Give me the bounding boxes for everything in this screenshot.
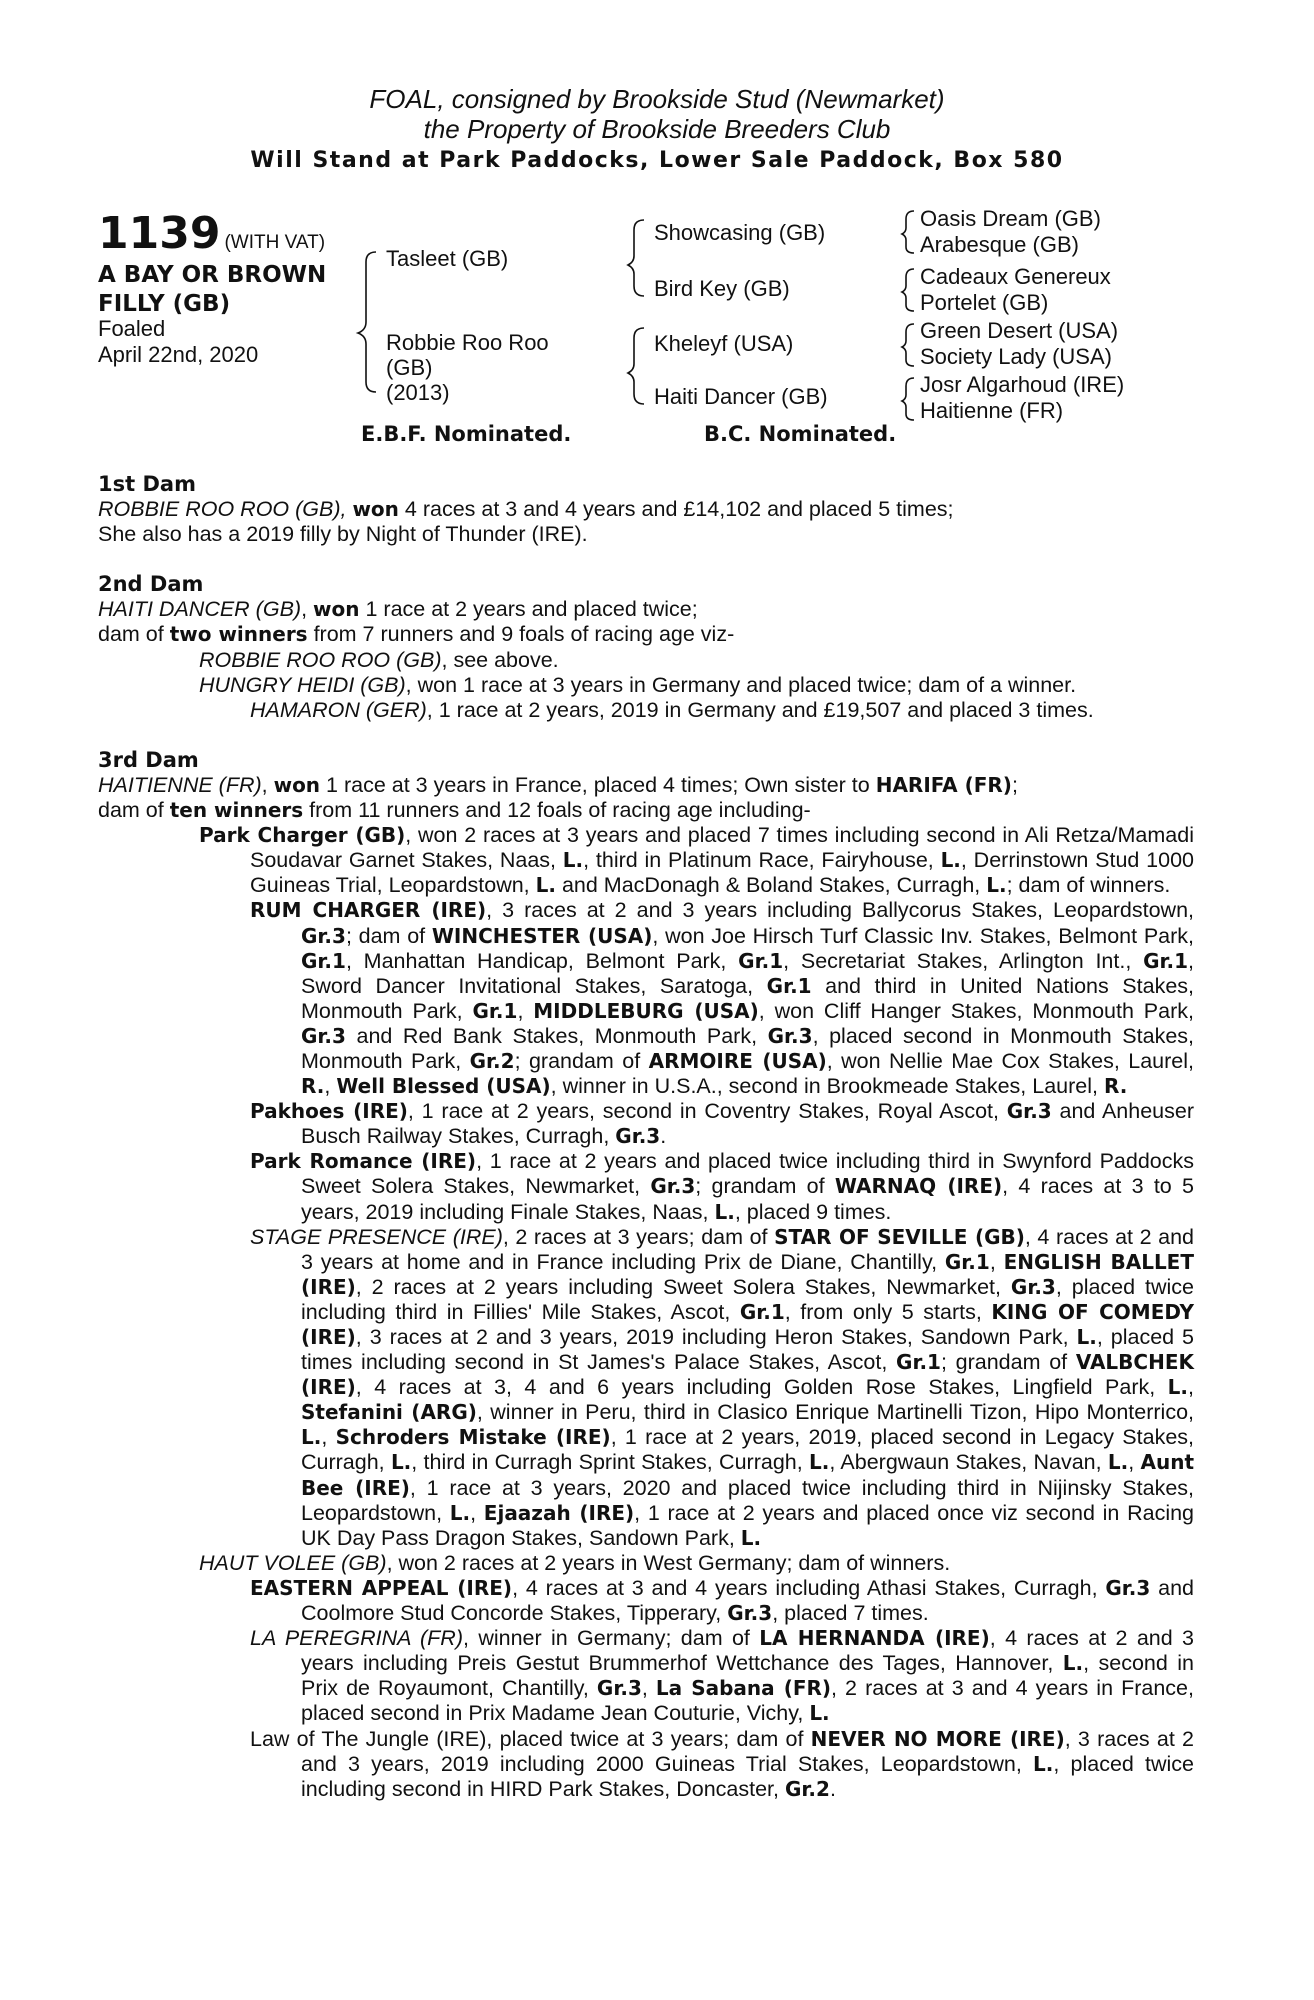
italic-run: HUNGRY HEIDI (GB) [199, 672, 406, 697]
text-run: ; dam of winners. [1006, 873, 1171, 898]
bold-run: ENGLISH BALLET (IRE) [301, 1249, 1194, 1299]
text-run: , third in Platinum Race, Fairyhouse, [583, 848, 941, 873]
text-run: and MacDonagh & Boland Stakes, Curragh, [555, 873, 987, 898]
text-run: , [517, 998, 534, 1023]
pedigree-sire: Tasleet (GB) [386, 246, 509, 271]
bold-run: Park Charger (GB) [199, 823, 406, 848]
text-run: , 1 race at 2 years, 2019, placed second in Legacy Stakes, Curragh, [301, 1425, 1195, 1475]
bold-run: Schroders Mistake (IRE) [335, 1425, 611, 1450]
text-run: , 3 races at 2 and 3 years including Ballycorus Stakes, Leopardstown, [486, 898, 1194, 923]
bold-run: won [273, 772, 321, 797]
bold-run: Gr.1 [896, 1350, 941, 1375]
text-run: , Manhattan Handicap, Belmont Park, [345, 948, 739, 973]
italic-run: HAMARON (GER) [250, 697, 427, 722]
lot-description-line1: A BAY OR BROWN [98, 262, 327, 288]
text-run: dam of [98, 798, 170, 823]
produce-entry [98, 898, 1194, 1099]
text-run: , [321, 1425, 336, 1450]
second-dam-heading: 2nd Dam [98, 572, 204, 597]
text-run: , Sword Dancer Invitational Stakes, Saratoga, [301, 948, 1194, 998]
text-run: , see above. [441, 647, 559, 672]
second-dam-produce [98, 673, 1194, 698]
pedigree-sds: Cadeaux Genereux [920, 264, 1111, 289]
bold-run: L. [940, 848, 961, 873]
text-run: from 7 runners and 9 foals of racing age viz- [307, 622, 735, 647]
catalogue-body [98, 472, 1194, 1827]
text-run: ; dam of [345, 923, 432, 948]
bold-run: L. [809, 1450, 830, 1475]
third-dam-section [98, 748, 1194, 1802]
italic-run: ROBBIE ROO ROO (GB) [98, 497, 341, 522]
bold-run: won [313, 597, 360, 622]
bc-nominated: B.C. Nominated. [704, 422, 897, 446]
text-run: 1 race at 3 years in France, placed 4 times; Own sister to [320, 772, 876, 797]
text-run: She also has a 2019 filly by Night of Thunder (IRE). [98, 522, 588, 547]
produce-entry [98, 1727, 1194, 1802]
text-run: , [261, 772, 274, 797]
second-dam-line [98, 597, 1194, 622]
consignor-line: FOAL, consigned by Brookside Stud (Newmarket) [369, 84, 945, 114]
text-run: , 1 race at 2 years and placed once viz second in Racing UK Day Pass Dragon Stakes, Sandown Park, [301, 1500, 1195, 1550]
text-run: , 2 races at 2 years including Sweet Solera Stakes, Newmarket, [355, 1274, 1011, 1299]
produce-entry [98, 1576, 1194, 1626]
text-run: , placed twice including third in Fillies' Mile Stakes, Ascot, [301, 1274, 1194, 1324]
text-run: , [470, 1500, 484, 1525]
pedigree-ssd: Arabesque (GB) [920, 232, 1079, 257]
bold-run: L. [449, 1500, 471, 1525]
italic-run: HAITIENNE (FR) [98, 772, 262, 797]
bold-run: STAR OF SEVILLE (GB) [774, 1224, 1025, 1249]
italic-run: STAGE PRESENCE (IRE) [250, 1224, 503, 1249]
bold-run: NEVER NO MORE (IRE) [810, 1726, 1065, 1751]
first-dam-line [98, 522, 1194, 547]
second-dam-produce [98, 648, 1194, 673]
second-dam-section [98, 572, 1194, 723]
text-run: , 3 races at 2 and 3 years, 2019 including 2000 Guineas Trial Stakes, Leopardstown, [301, 1726, 1194, 1776]
bold-run: L. [986, 873, 1007, 898]
text-run: , 1 race at 3 years, 2020 and placed twice including third in Nijinsky Stakes, Leopardstown, [301, 1475, 1194, 1525]
text-run: , [301, 597, 314, 622]
text-run: , 4 races at 2 and 3 years at home and in France including Prix de Diane, Chantilly, [301, 1224, 1194, 1274]
text-run: , [641, 1676, 656, 1701]
text-run: , Derrinstown Stud 1000 Guineas Trial, Leopardstown, [250, 848, 1195, 898]
bold-run: ten winners [169, 798, 304, 823]
text-run: , won 2 races at 2 years in West Germany; dam of winners. [386, 1550, 951, 1575]
produce-entry [98, 1225, 1194, 1551]
text-run: and Red Bank Stakes, Monmouth Park, [345, 1023, 768, 1048]
text-run: , winner in U.S.A., second in Brookmeade Stakes, Laurel, [550, 1074, 1104, 1099]
bold-run: L. [1033, 1751, 1054, 1776]
bold-run: L. [301, 1425, 322, 1450]
text-run: 1 race at 2 years and placed twice; [359, 597, 698, 622]
bold-run: La Sabana (FR) [655, 1676, 832, 1701]
text-run: dam of [98, 622, 170, 647]
bold-run: Gr.2 [784, 1776, 830, 1801]
bold-run: Gr.1 [739, 1299, 785, 1324]
bold-run: won [352, 497, 399, 522]
text-run: , won Cliff Hanger Stakes, Monmouth Park, [758, 998, 1194, 1023]
produce-entry [98, 1149, 1194, 1224]
text-run: from 11 runners and 12 foals of racing age including- [303, 798, 811, 823]
bold-run: L. [390, 1450, 412, 1475]
text-run: , 1 race at 2 years, 2019 in Germany and £19,507 and placed 3 times. [426, 697, 1094, 722]
italic-run: ROBBIE ROO ROO (GB) [199, 647, 442, 672]
produce-entry [98, 1551, 1194, 1576]
bold-run: WINCHESTER (USA) [431, 923, 653, 948]
text-run: , won Joe Hirsch Turf Classic Inv. Stakes, Belmont Park, [652, 923, 1194, 948]
pedigree-dam-country: (GB) [386, 355, 433, 380]
foaled-label: Foaled [98, 316, 166, 341]
text-run: , won Nellie Mae Cox Stakes, Laurel, [826, 1048, 1194, 1073]
pedigree-dam-dam: Haiti Dancer (GB) [654, 384, 828, 409]
text-run: , 4 races at 3 and 4 years including Athasi Stakes, Curragh, [512, 1575, 1106, 1600]
bold-run: Gr.1 [472, 998, 518, 1023]
italic-run: HAITI DANCER (GB) [98, 597, 302, 622]
pedigree-dss: Green Desert (USA) [920, 318, 1119, 343]
bold-run: KING OF COMEDY (IRE) [301, 1299, 1195, 1349]
text-run: 4 races at 3 and 4 years and £14,102 and placed 5 times; [398, 497, 954, 522]
text-run: , [324, 1074, 337, 1099]
text-run: , placed 7 times. [772, 1601, 929, 1626]
bold-run: Gr.1 [301, 948, 346, 973]
text-run: , winner in Germany; dam of [463, 1626, 760, 1651]
bold-run: R. [1103, 1074, 1128, 1099]
pedigree-ddd: Haitienne (FR) [920, 398, 1064, 423]
text-run: , winner in Peru, third in Clasico Enrique Martinelli Tizon, Hipo Monterrico, [476, 1400, 1195, 1425]
first-dam-section [98, 472, 1194, 547]
bold-run: HARIFA (FR) [875, 772, 1012, 797]
bold-run: Gr.1 [766, 973, 812, 998]
third-dam-line [98, 773, 1194, 798]
bold-run: L. [1062, 1651, 1084, 1676]
text-run: , placed twice including second in HIRD Park Stakes, Doncaster, [301, 1751, 1195, 1801]
italic-run: HAUT VOLEE (GB) [199, 1550, 387, 1575]
third-dam-heading: 3rd Dam [98, 747, 199, 772]
lot-number: 1139 [98, 208, 221, 259]
text-run: , 2 races at 3 years; dam of [502, 1224, 775, 1249]
text-run: and Coolmore Stud Concorde Stakes, Tipperary, [301, 1575, 1194, 1626]
text-run: , won 1 race at 3 years in Germany and placed twice; dam of a winner. [405, 672, 1077, 697]
produce-entry [98, 1099, 1194, 1149]
foaled-date: April 22nd, 2020 [98, 342, 259, 367]
pedigree-dam-name: Robbie Roo Roo [386, 330, 549, 355]
text-run: , Secretariat Stakes, Arlington Int., [783, 948, 1144, 973]
bold-run: Aunt Bee (IRE) [301, 1450, 1194, 1500]
bold-run: ARMOIRE (USA) [648, 1048, 827, 1073]
bold-run: RUM CHARGER (IRE) [250, 898, 487, 923]
text-run: , 1 race at 2 years and placed twice including third in Swynford Paddocks Sweet Solera Stakes, Newmarket, [301, 1149, 1194, 1199]
text-run: , placed twice at 3 years; dam of [486, 1726, 811, 1751]
bold-run: Park Romance (IRE) [250, 1149, 477, 1174]
first-dam-line [98, 497, 1194, 522]
text-run: , from only 5 starts, [784, 1299, 992, 1324]
property-line: the Property of Brookside Breeders Club [423, 114, 891, 144]
pedigree-dds: Josr Algarhoud (IRE) [920, 372, 1125, 397]
text-run: and third in United Nations Stakes, Monmouth Park, [301, 973, 1194, 1023]
bold-run: Ejaazah (IRE) [483, 1500, 635, 1525]
bold-run: L. [1167, 1375, 1189, 1400]
bold-run: L. [740, 1525, 762, 1550]
text-run: , placed 9 times. [734, 1199, 892, 1224]
text-run: . [829, 1776, 836, 1801]
pedigree-dam [386, 330, 549, 405]
text-run: , [989, 1249, 1004, 1274]
bold-run: LA HERNANDA (IRE) [759, 1626, 990, 1651]
bold-run: Gr.3 [650, 1174, 696, 1199]
text-run: and Anheuser Busch Railway Stakes, Curragh, [301, 1099, 1194, 1149]
pedigree-sire-dam: Bird Key (GB) [654, 276, 790, 301]
bold-run: Gr.1 [738, 948, 784, 973]
pedigree-sire-sire: Showcasing (GB) [654, 220, 826, 245]
ebf-nominated: E.B.F. Nominated. [361, 422, 572, 446]
lot-description-line2: FILLY (GB) [98, 291, 231, 317]
third-dam-line [98, 798, 1194, 823]
bold-run: Gr.3 [596, 1676, 642, 1701]
pedigree-dsd: Society Lady (USA) [920, 344, 1112, 369]
bold-run: Gr.3 [615, 1124, 661, 1149]
bold-run: WARNAQ (IRE) [834, 1174, 1003, 1199]
bold-run: Gr.3 [727, 1601, 773, 1626]
bold-run: Gr.3 [1010, 1274, 1056, 1299]
bold-run: Gr.3 [1105, 1575, 1151, 1600]
text-run: , 4 races at 3 to 5 years, 2019 including Finale Stakes, Naas, [301, 1174, 1194, 1224]
text-run: , second in Prix de Royaumont, Chantilly, [301, 1651, 1195, 1701]
text-run: , placed 5 times including second in St James's Palace Stakes, Ascot, [301, 1325, 1195, 1375]
pedigree-dam-sire: Kheleyf (USA) [654, 331, 794, 356]
second-dam-line [98, 622, 1194, 647]
text-run: ; grandam of [940, 1350, 1076, 1375]
text-run: ; grandam of [695, 1174, 835, 1199]
text-run: ; [1011, 772, 1018, 797]
bold-run: Pakhoes (IRE) [250, 1099, 408, 1124]
text-run: , 3 races at 2 and 3 years, 2019 including Heron Stakes, Sandown Park, [355, 1325, 1077, 1349]
first-dam-heading: 1st Dam [98, 472, 196, 496]
vat-note: (WITH VAT) [224, 232, 326, 253]
bold-run: Gr.2 [469, 1048, 515, 1073]
text-run: , 4 races at 2 and 3 years including Preis Gestut Brummerhof Wettchance des Tages, Hannover, [301, 1626, 1195, 1676]
bold-run: L. [562, 848, 584, 873]
text-run: , Abergwaun Stakes, Navan, [829, 1450, 1108, 1475]
bold-run: L. [535, 873, 556, 898]
bold-run: MIDDLEBURG (USA) [533, 998, 759, 1023]
bold-run: VALBCHEK (IRE) [301, 1350, 1194, 1400]
produce-entry [98, 1626, 1194, 1726]
text-run: , 2 races at 3 and 4 years in France, placed second in Prix Madame Jean Couturie, Vichy, [301, 1676, 1194, 1726]
bold-run: L. [809, 1701, 830, 1726]
text-run: , [1188, 1375, 1194, 1400]
bold-run: Gr.1 [1143, 948, 1189, 973]
bold-run: Gr.3 [301, 923, 346, 948]
pedigree-sdd: Portelet (GB) [920, 290, 1049, 315]
bold-run: Gr.3 [1006, 1099, 1052, 1124]
text-run: ; grandam of [514, 1048, 649, 1073]
bold-run: L. [714, 1199, 735, 1224]
bold-run: Well Blessed (USA) [336, 1074, 551, 1099]
bold-run: Stefanini (ARG) [301, 1400, 477, 1425]
text-run: , third in Curragh Sprint Stakes, Curragh, [411, 1450, 809, 1475]
text-run: . [660, 1124, 667, 1149]
italic-run: , [340, 497, 353, 522]
bold-run: R. [301, 1074, 325, 1099]
text-run: , 1 race at 2 years, second in Coventry Stakes, Royal Ascot, [407, 1099, 1007, 1124]
second-dam-grandproduce [98, 698, 1194, 723]
italic-run: LA PEREGRINA (FR) [250, 1626, 463, 1651]
location-line: Will Stand at Park Paddocks, Lower Sale Paddock, Box 580 [250, 148, 1064, 173]
bold-run: Gr.3 [301, 1023, 346, 1048]
text-run: Law of The Jungle (IRE) [250, 1726, 487, 1751]
bold-run: Gr.3 [767, 1023, 813, 1048]
pedigree-sss: Oasis Dream (GB) [920, 206, 1101, 231]
text-run: , won 2 races at 3 years and placed 7 times including second in Ali Retza/Mamadi Soudavar Garnet Stakes, Naas, [250, 823, 1194, 873]
bold-run: EASTERN APPEAL (IRE) [250, 1575, 513, 1600]
pedigree-dam-year: (2013) [386, 380, 450, 405]
text-run: , 4 races at 3, 4 and 6 years including Golden Rose Stakes, Lingfield Park, [355, 1375, 1168, 1400]
text-run: , [1128, 1450, 1141, 1475]
bold-run: L. [1107, 1450, 1129, 1475]
bold-run: two winners [169, 622, 308, 647]
bold-run: L. [1076, 1325, 1097, 1349]
bold-run: Gr.1 [944, 1249, 990, 1274]
text-run: , placed second in Monmouth Stakes, Monmouth Park, [301, 1023, 1194, 1073]
produce-entry [98, 823, 1194, 898]
